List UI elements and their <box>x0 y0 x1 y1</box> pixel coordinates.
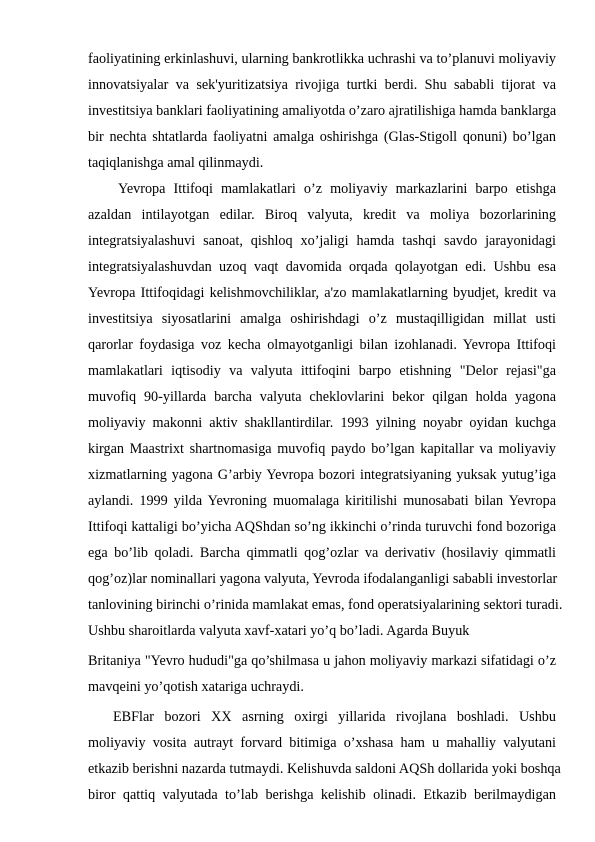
text-line: Ushbu sharoitlarda valyuta xavf-xatari yo’q bo’ladi. Agarda Buyuk <box>88 623 470 639</box>
paragraph-first-line: EBFlar bozori XX asrning oxirgi yillarida rivojlana boshladi. Ushbu <box>113 709 556 725</box>
text-line: mavqeini yo’qotish xatariga uchraydi. <box>88 679 304 695</box>
text-line: tanlovining birinchi o’rinida mamlakat emas, fond operatsiyalarining sektori turadi. <box>88 597 563 613</box>
text-line: qog’oz)lar nominallari yagona valyuta, Yevroda ifodalanganligi sababli investorlar <box>88 571 558 587</box>
text-line: moliyaviy vosita autrayt forvard bitimiga o’xshasa ham u mahalliy valyutani <box>88 735 556 751</box>
text-line: muvofiq 90-yillarda barcha valyuta cheklovlarini bekor qilgan holda yagona <box>88 389 556 405</box>
text-line: qarorlar foydasiga voz kecha olmayotganligi bilan izohlanadi. Yevropa Ittifoqi <box>88 337 556 353</box>
text-line: innovatsiyalar va sek'yuritizatsiya rivojiga turtki berdi. Shu sababli tijorat va <box>88 77 556 93</box>
text-line: moliyaviy makonni aktiv shakllantirdilar. 1993 yilning noyabr oyidan kuchga <box>88 415 556 431</box>
text-line: investitsiya siyosatlarini amalga oshirishdagi o’z mustaqilligidan millat usti <box>88 311 556 327</box>
text-line: aylandi. 1999 yilda Yevroning muomalaga kiritilishi munosabati bilan Yevropa <box>88 493 556 509</box>
text-line: bir nechta shtatlarda faoliyatni amalga oshirishga (Glas-Stigoll qonuni) bo’lgan <box>88 129 556 145</box>
text-line: xizmatlarning yagona G’arbiy Yevropa bozori integratsiyaning yuksak yutug’iga <box>88 467 556 483</box>
text-line: Ittifoqi kattaligi bo’yicha AQShdan so’ng ikkinchi o’rinda turuvchi fond bozoriga <box>88 519 556 535</box>
text-line: biror qattiq valyutada to’lab berishga kelishib olinadi. Etkazib berilmaydigan <box>88 787 556 803</box>
text-line: Yevropa Ittifoqidagi kelishmovchiliklar, a'zo mamlakatlarning byudjet, kredit va <box>88 285 556 301</box>
text-line: mamlakatlari iqtisodiy va valyuta ittifoqini barpo etishning "Delor rejasi"ga <box>88 363 556 379</box>
paragraph-first-line: Yevropa Ittifoqi mamlakatlari o’z moliyaviy markazlarini barpo etishga <box>118 181 556 197</box>
text-line: integratsiyalashuvi sanoat, qishloq xo’jaligi hamda tashqi savdo jarayonidagi <box>88 233 556 249</box>
text-line: etkazib berishni nazarda tutmaydi. Kelishuvda saldoni AQSh dollarida yoki boshqa <box>88 761 561 777</box>
text-line: investitsiya banklari faoliyatining amaliyotda o’zaro ajratilishiga hamda banklarga <box>88 103 557 119</box>
text-line: ega bo’lib qoladi. Barcha qimmatli qog’ozlar va derivativ (hosilaviy qimmatli <box>88 545 556 561</box>
text-line: integratsiyalashuvdan uzoq vaqt davomida orqada qolayotgan edi. Ushbu esa <box>88 259 556 275</box>
text-line: faoliyatining erkinlashuvi, ularning bankrotlikka uchrashi va to’planuvi moliyaviy <box>88 51 556 67</box>
paragraph-first-line: Britaniya "Yevro hududi"ga qo’shilmasa u jahon moliyaviy markazi sifatidagi o’z <box>88 653 556 669</box>
text-line: kirgan Maastrixt shartnomasiga muvofiq paydo bo’lgan kapitallar va moliyaviy <box>88 441 556 457</box>
text-line: azaldan intilayotgan edilar. Biroq valyuta, kredit va moliya bozorlarining <box>88 207 556 223</box>
text-line: taqiqlanishga amal qilinmaydi. <box>88 155 264 171</box>
